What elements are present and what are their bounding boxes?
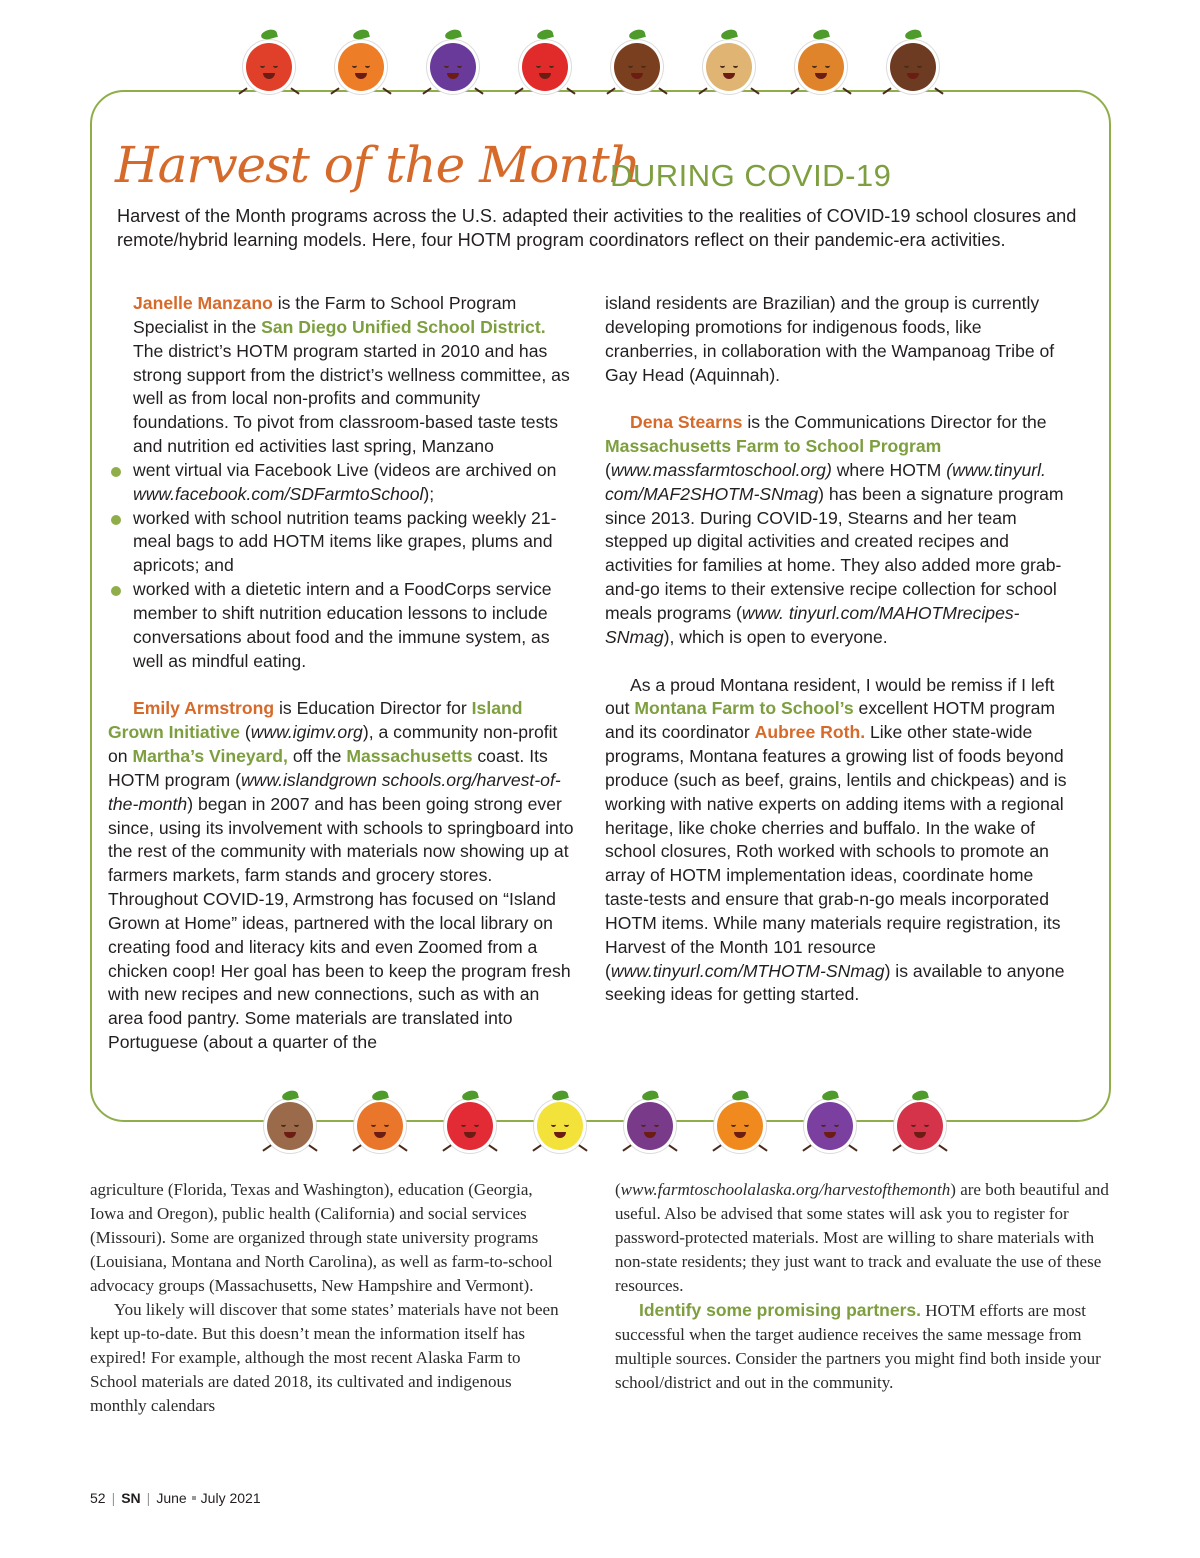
strawberry-icon <box>442 1093 498 1159</box>
place-name: Martha’s Vineyard, <box>132 746 288 767</box>
intro-text: Harvest of the Month programs across the U.S. adapted their activities to the realities of COVID-19 school closures and remote/hybrid learning models. Here, four HOTM program coordinators reflect on their pandemic-era activities. <box>117 206 1077 250</box>
text-run: excellent HOTM program and its coordinator <box>605 698 1056 743</box>
lower-column-right <box>615 1178 1115 1395</box>
link-url[interactable]: www. tinyurl.com/MAHOTMrecipes-SNmag <box>605 602 1020 647</box>
chestnut-icon <box>882 32 944 102</box>
coordinator-name: Emily Armstrong <box>133 698 275 719</box>
link-url[interactable]: www.massfarmtoschool.org) <box>610 459 832 480</box>
mango-icon <box>352 1093 408 1159</box>
list-item <box>108 507 574 579</box>
section-heading: Identify some promising partners. <box>639 1300 921 1320</box>
manzano-paragraph <box>108 292 574 459</box>
text-run: is Education Director for <box>274 698 472 719</box>
link-url[interactable]: www.facebook.com/SDFarmtoSchool <box>133 483 424 504</box>
bullet-icon <box>192 1496 196 1500</box>
apple-icon <box>514 32 576 102</box>
hazelnut-icon <box>790 32 852 102</box>
coordinator-name: Aubree Roth. <box>754 722 866 743</box>
link-url[interactable]: www.igimv.org <box>250 722 363 743</box>
tomato-icon <box>238 32 300 102</box>
outdated-materials-paragraph: You likely will discover that some states’ materials have not been kept up-to-date. But this doesn’t mean the information itself has expired! For example, although the most recent Alaska Farm to School materials are dated 2018, its cultivated and indigenous monthly calendars <box>90 1300 559 1415</box>
text-run: where HOTM <box>831 459 947 480</box>
top-fruit-row <box>238 32 974 102</box>
organization-name: Island Grown Initiative <box>108 698 523 743</box>
organization-name: Montana Farm to School’s <box>634 698 854 719</box>
link-url[interactable]: www.farmtoschoolalaska.org/harvestofthemonth <box>620 1180 951 1199</box>
pecan-icon <box>606 32 668 102</box>
page-subtitle: DURING COVID-19 <box>610 158 892 193</box>
text-run: ( <box>615 1180 621 1199</box>
text-run: is the Communications Director for the <box>742 412 1047 433</box>
text-run: is the Farm to School Program Specialist in the <box>133 293 517 337</box>
list-item <box>108 459 574 507</box>
link-url[interactable]: www.tinyurl.com/MTHOTM-SNmag <box>610 960 885 981</box>
fig-icon <box>622 1093 678 1159</box>
link-url[interactable]: www.islandgrown schools.org/harvest-of-the-month <box>108 769 561 814</box>
montana-paragraph <box>605 674 1073 1008</box>
orange-icon <box>712 1093 768 1159</box>
coordinator-name: Janelle Manzano <box>133 293 273 313</box>
issue-date: July 2021 <box>200 1490 261 1506</box>
bullet-icon <box>111 586 121 596</box>
text-run: ), which is open to everyone. <box>663 626 888 647</box>
separator: | <box>146 1490 151 1506</box>
organization-name: Massachusetts Farm to School Program <box>605 436 942 457</box>
text-run: ) has been a signature program since 2013. During COVID-19, Stearns and her team stepped up digital activities and created recipes and activities for families at home. They also added more grab-and-go items to their extensive recipe collection for school meals programs ( <box>605 483 1064 623</box>
coordinator-name: Dena Stearns <box>630 412 743 433</box>
text-run: HOTM efforts are most successful when the target audience receives the same message from multiple sources. Consider the partners you might find both inside your school/district and out in the community. <box>615 1301 1101 1392</box>
grapes-icon <box>802 1093 858 1159</box>
text-run: ), a community non-profit on <box>108 722 558 767</box>
text-run: ( <box>605 459 611 480</box>
bullet-list <box>108 459 574 674</box>
states-paragraph: agriculture (Florida, Texas and Washington), education (Georgia, Iowa and Oregon), public health (California) and social services (Missouri). Some are organized through state university programs (Louisiana, Montana and North Carolina), as well as farm-to-school advocacy groups (Massachusetts, New Hampshire and Vermont). <box>90 1180 553 1295</box>
text-run: coast. Its HOTM program ( <box>108 746 548 790</box>
bottom-fruit-row <box>262 1093 982 1159</box>
text-run: ) are both beautiful and useful. Also be advised that some states will ask you to register for password-protected materials. Most are willing to share materials with non-state residents; they just want to track and evaluate the use of these resources. <box>615 1180 1109 1295</box>
text-run: The district’s HOTM program started in 2010 and has strong support from the district’s wellness committee, as well as from local non-profits and community foundations. To pivot from classroom-based taste tests and nutrition ed activities last spring, Manzano <box>133 340 570 457</box>
separator: | <box>111 1490 116 1506</box>
pumpkin-icon <box>330 32 392 102</box>
text-run: ( <box>239 722 251 743</box>
text-run: worked with school nutrition teams packing weekly 21-meal bags to add HOTM items like grapes, plums and apricots; and <box>133 507 557 576</box>
lemon-icon <box>532 1093 588 1159</box>
page-footer <box>90 1490 261 1506</box>
list-item <box>108 578 574 673</box>
issue-month: June <box>156 1490 187 1506</box>
column-right <box>605 292 1073 1007</box>
armstrong-paragraph <box>108 697 574 1055</box>
organization-name: San Diego Unified School District. <box>261 316 546 337</box>
lower-column-left <box>90 1178 570 1418</box>
magazine-name: SN <box>121 1490 141 1506</box>
armstrong-continued: island residents are Brazilian) and the group is currently developing promotions for indigenous foods, like cranberries, in collaboration with the Wampanoag Tribe of Gay Head (Aquinnah). <box>605 293 1055 385</box>
pomegranate-icon <box>892 1093 948 1159</box>
link-url[interactable]: (www.tinyurl. com/MAF2SHOTM-SNmag <box>605 459 1046 504</box>
text-run: worked with a dietetic intern and a FoodCorps service member to shift nutrition education lessons to include conversations about food and the immune system, as well as mindful eating. <box>133 579 552 671</box>
text-run: As a proud Montana resident, I would be remiss if I left out <box>605 674 1055 719</box>
mushroom-icon <box>262 1093 318 1159</box>
partners-paragraph <box>615 1298 1115 1395</box>
bullet-icon <box>111 467 121 477</box>
stearns-paragraph <box>605 411 1073 649</box>
text-run: went virtual via Facebook Live (videos are archived on <box>133 459 557 480</box>
page-number: 52 <box>90 1490 106 1506</box>
bullet-icon <box>111 515 121 525</box>
state-name: Massachusetts <box>346 746 473 767</box>
eggplant-icon <box>422 32 484 102</box>
text-run: ) began in 2007 and has been going strong ever since, using its involvement with schools to springboard into the rest of the community with materials now showing up at farmers markets, farm stands and grocery stores. Throughout COVID-19, Armstrong has focused on “Island Grown at Home” ideas, partnered with the local library on creating food and literacy kits and even Zoomed from a chicken coop! Her goal has been to keep the program fresh with new recipes and new connections, such as with an area food pantry. Some materials are translated into Portuguese (about a quarter of the <box>108 793 574 1053</box>
column-left <box>108 292 574 1055</box>
alaska-paragraph <box>615 1178 1115 1298</box>
almond-icon <box>698 32 760 102</box>
text-run: Like other state-wide programs, Montana features a growing list of foods beyond produce (such as beef, grains, lentils and chickpeas) and is working with native experts on adding items with a regional heritage, like choke cherries and buffalo. In the wake of school closures, Roth worked with schools to promote an array of HOTM implementation ideas, coordinate home taste-tests and ensure that grab-n-go meals incorporated HOTM items. While many materials require registration, its Harvest of the Month 101 resource ( <box>605 722 1067 981</box>
text-run: off the <box>287 746 347 767</box>
text-run: ); <box>423 483 435 504</box>
text-run: ) is available to anyone seeking ideas for getting started. <box>605 960 1065 1005</box>
page-title: Harvest of the Month <box>115 136 640 194</box>
